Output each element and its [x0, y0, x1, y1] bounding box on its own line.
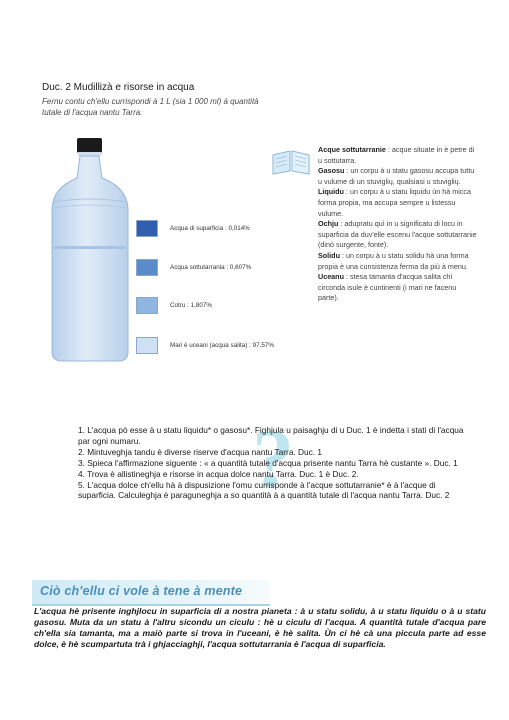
document-caption: Fernu contu ch'ellu currispondi à 1 L (sia 1 000 ml) à quantità tutale di l'acqua nantu Tarra.	[42, 97, 259, 117]
question-item: 3. Spieca l'affirmazione siguente : « a quantità tutale d'acqua prisente nantu Tarra hè custante ». Duc. 1	[78, 457, 458, 468]
glossary	[318, 145, 478, 304]
questions-list	[78, 425, 468, 501]
glossary-entry	[318, 219, 478, 251]
glossary-definition: : un corpu à u statu gasosu accupa tuttu u vulume di un stuviglių, qualsiasi u stuviglių.	[318, 166, 475, 186]
legend-swatch	[136, 297, 158, 314]
glossary-entry	[318, 251, 478, 272]
key-points-summary: L'acqua hè prisente inghjlocu in suparficia di a nostra pianeta : à u statu solidu, à u statu liquidu o à u statu gasosu. Muta da un statu à l'altru sicondu un ciculu : hè u ciculu di l'acqua. A quantità tutale d'acqua pare ch'ella sia tamanta, ma a maiò parte si trova in l'uceani, è hè salita. Ùn ci hè cà una piccula parte ad esse dolce, è hè scumpartuta trà i ghjacciaghji, l'acqua sottutarrania è l'acqua di suparficia.	[34, 606, 486, 649]
legend-row	[136, 259, 251, 276]
bottle-body	[52, 156, 128, 361]
legend-row	[136, 337, 274, 354]
legend-swatch	[136, 220, 158, 237]
glossary-term: Uceanu	[318, 272, 344, 282]
document-title: Duc. 2 Mudillizà e risorse in acqua	[42, 82, 195, 93]
glossary-definition: : stesa tamanta d'acqua salita chì circonda isule è cuntinenti (i mari ne facenu parte).	[318, 272, 457, 303]
book-icon	[271, 149, 311, 175]
glossary-definition: : acque situate in è petre di u sottutarra.	[318, 145, 475, 165]
legend-label: Cotru : 1,807%	[170, 302, 213, 309]
key-points-title: Ciò ch'ellu ci vole à tene à mente	[40, 584, 243, 598]
glossary-definition: : un corpu à u statu liquidu ùn hà micca forma propia, ma accupa sempre u listessu vulume.	[318, 187, 472, 218]
legend-label: Acqua sottutarrania : 0,607%	[170, 264, 252, 271]
glossary-entry	[318, 187, 478, 219]
glossary-term: Liquidu	[318, 187, 344, 197]
legend-label: Mari è uceani (acqua salita) : 97,57%	[170, 342, 274, 349]
legend-row	[136, 297, 212, 314]
legend-row	[136, 220, 250, 237]
glossary-entry	[318, 272, 478, 304]
glossary-definition: : un corpu à u statu solidu hà una forma propia è una cunsistenza ferma da più à menu.	[318, 250, 469, 271]
key-points-banner	[32, 580, 270, 606]
question-item: 5. L'acqua dolce ch'ellu hà à dispusizione l'omu currisponde à l'acque sottutarranie* è à l'acque di suparficia. Calculeghja è paraguneghja a so quantità à a quantità tutale di l'acqua nantu Tarra. Duc. 2	[78, 479, 450, 501]
bottle-cap	[77, 138, 102, 153]
glossary-term: Ochju	[318, 219, 339, 229]
legend-swatch	[136, 259, 158, 276]
question-item: 1. L'acqua pò esse à u statu liquidu* o gasosu*. Fighjula u paisaghju di u Duc. 1 è indetta i stati di l'acqua par ogni numaru.	[78, 425, 464, 446]
question-item: 2. Mintuveghja tandu è diverse riserve d'acqua nantu Tarra. Duc. 1	[78, 446, 323, 457]
glossary-entry	[318, 166, 478, 187]
legend-label: Acqua di suparficia : 0,014%	[170, 225, 250, 232]
glossary-term: Gasosu	[318, 166, 345, 176]
question-item: 4. Trova è allistineghja e risorse in acqua dolce nantu Tarra. Duc. 1 è Duc. 2.	[78, 468, 359, 479]
glossary-entry	[318, 145, 478, 166]
water-bottle-illustration	[48, 138, 133, 363]
glossary-term: Acque sottutarranie	[318, 145, 386, 154]
legend-swatch	[136, 337, 158, 354]
question-mark-icon: ?	[252, 413, 294, 506]
glossary-term: Solidu	[318, 250, 340, 260]
glossary-definition: : adupratu quì in u significatu di locu in suparficia da duv'elle escenu l'acque sottutarranie (dinò surgente, fonte).	[318, 219, 477, 250]
